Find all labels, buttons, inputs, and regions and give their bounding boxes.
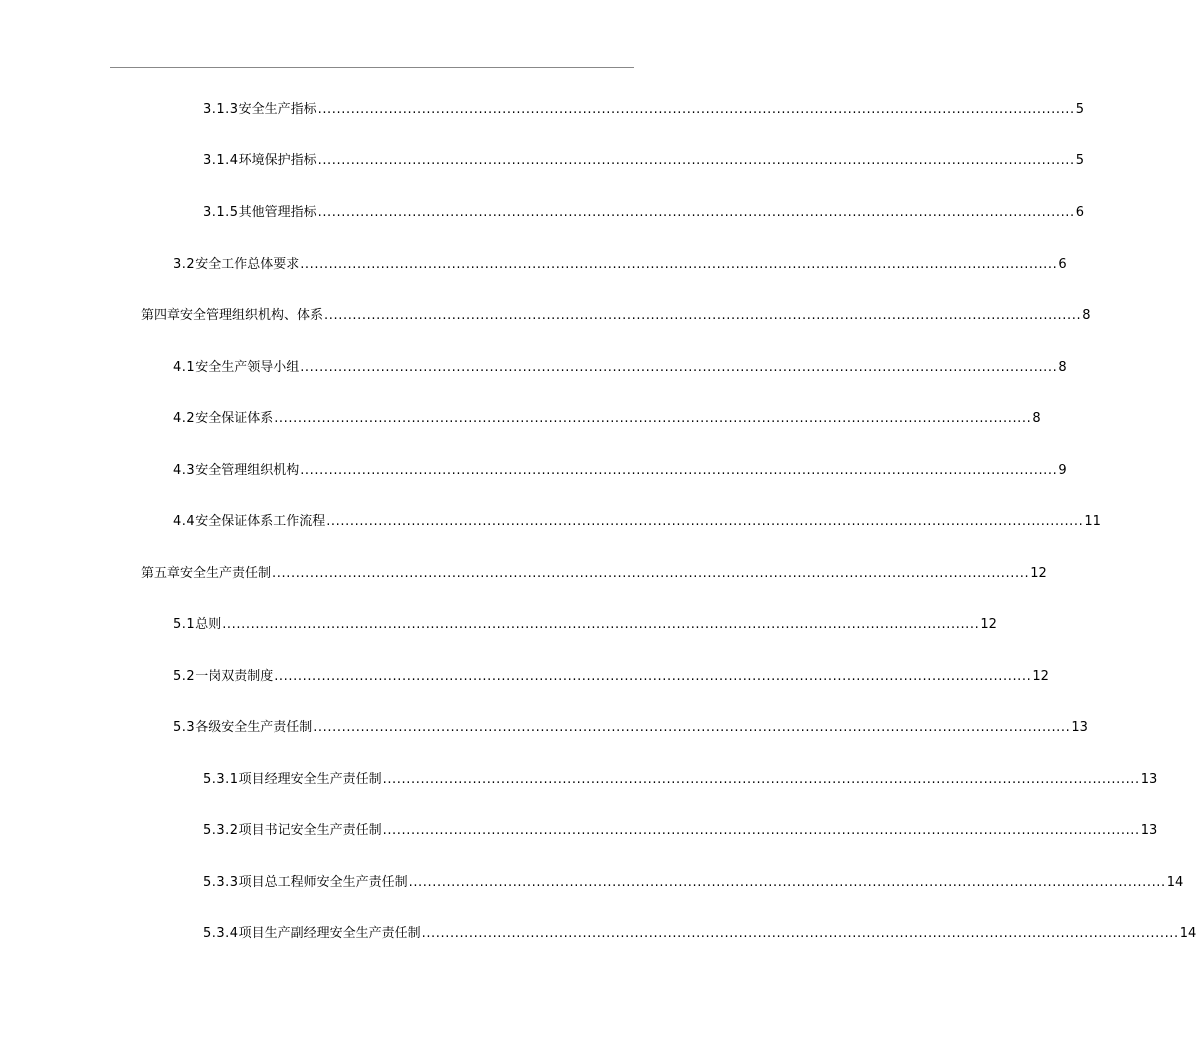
toc-entry[interactable]: [173, 358, 1067, 378]
toc-title: 安全生产领导小组: [195, 360, 300, 375]
toc-number: 5.2: [173, 669, 196, 684]
dot-leader: ................................................................................................................................................................: [408, 875, 1166, 890]
toc-page-number: 6: [1058, 257, 1067, 272]
toc-page-number: 8: [1082, 308, 1091, 323]
toc-entry[interactable]: [173, 667, 1049, 687]
toc-entry[interactable]: [203, 873, 1184, 893]
toc-entry[interactable]: [173, 615, 997, 635]
toc-entry[interactable]: [203, 151, 1085, 171]
toc-page-number: 14: [1166, 875, 1184, 890]
dot-leader: ................................................................................................................................................................: [382, 823, 1140, 838]
toc-title: 各级安全生产责任制: [195, 720, 313, 735]
toc-entry[interactable]: [203, 924, 1196, 944]
toc-title: 安全保证体系: [195, 411, 274, 426]
toc-page-number: 5: [1075, 102, 1085, 117]
toc-page-number: 13: [1140, 823, 1158, 838]
toc-entry[interactable]: [173, 718, 1088, 738]
toc-number: 4.3: [173, 463, 196, 478]
toc-entry[interactable]: [173, 461, 1067, 481]
toc-entry[interactable]: [203, 100, 1085, 120]
toc-number: 4.4: [173, 514, 196, 529]
toc-page-number: 8: [1032, 411, 1041, 426]
toc-title: 一岗双责制度: [195, 669, 274, 684]
toc-title: 安全生产责任制: [180, 566, 272, 581]
toc-title: 项目经理安全生产责任制: [238, 772, 382, 787]
toc-title: 其他管理指标: [238, 205, 317, 220]
toc-entry[interactable]: [141, 306, 1091, 326]
toc-number: 第四章: [141, 308, 181, 323]
toc-page-number: 5: [1075, 153, 1085, 168]
dot-leader: ................................................................................................................................................................: [274, 411, 1032, 426]
toc-page-number: 12: [1032, 669, 1049, 684]
dot-leader: ................................................................................................................................................................: [313, 720, 1071, 735]
toc-entry[interactable]: [141, 564, 1047, 584]
toc-entry[interactable]: [203, 770, 1158, 790]
toc-number: 5.3: [173, 720, 196, 735]
toc-entry[interactable]: [173, 255, 1067, 275]
dot-leader: ................................................................................................................................................................: [300, 257, 1058, 272]
toc-entry[interactable]: [173, 409, 1041, 429]
toc-title: 项目总工程师安全生产责任制: [238, 875, 408, 890]
toc-title: 安全生产指标: [238, 102, 317, 117]
toc-entry[interactable]: [203, 821, 1158, 841]
toc-entry[interactable]: [173, 512, 1101, 532]
toc-page-number: 14: [1179, 926, 1196, 941]
dot-leader: ................................................................................................................................................................: [421, 926, 1179, 941]
toc-title: 总则: [195, 617, 222, 632]
toc-page-number: 6: [1075, 205, 1085, 220]
toc-number: 3.1.5: [203, 205, 239, 220]
toc-number: 4.1: [173, 360, 196, 375]
toc-title: 项目生产副经理安全生产责任制: [238, 926, 421, 941]
toc-number: 4.2: [173, 411, 196, 426]
dot-leader: ................................................................................................................................................................: [274, 669, 1032, 684]
toc-number: 5.3.2: [203, 823, 239, 838]
toc-title: 安全管理组织机构、体系: [180, 308, 324, 323]
dot-leader: ................................................................................................................................................................: [300, 463, 1058, 478]
dot-leader: ................................................................................................................................................................: [317, 153, 1075, 168]
dot-leader: ................................................................................................................................................................: [317, 102, 1075, 117]
dot-leader: ................................................................................................................................................................: [272, 566, 1030, 581]
toc-page-number: 12: [980, 617, 997, 632]
toc-title: 安全工作总体要求: [195, 257, 300, 272]
toc-number: 3.1.3: [203, 102, 239, 117]
toc-title: 环境保护指标: [238, 153, 317, 168]
dot-leader: ................................................................................................................................................................: [324, 308, 1082, 323]
toc-entry[interactable]: [203, 203, 1085, 223]
dot-leader: ................................................................................................................................................................: [382, 772, 1140, 787]
toc-number: 5.3.3: [203, 875, 239, 890]
toc-number: 第五章: [141, 566, 181, 581]
toc-page-number: 11: [1084, 514, 1101, 529]
dot-leader: ................................................................................................................................................................: [300, 360, 1058, 375]
toc-title: 安全管理组织机构: [195, 463, 300, 478]
dot-leader: ................................................................................................................................................................: [317, 205, 1075, 220]
toc-number: 5.3.4: [203, 926, 239, 941]
toc-title: 安全保证体系工作流程: [195, 514, 326, 529]
toc-page-number: 13: [1071, 720, 1088, 735]
dot-leader: ................................................................................................................................................................: [326, 514, 1084, 529]
toc-number: 5.1: [173, 617, 196, 632]
toc-number: 3.1.4: [203, 153, 239, 168]
toc-page-number: 12: [1030, 566, 1047, 581]
toc-number: 5.3.1: [203, 772, 239, 787]
toc-number: 3.2: [173, 257, 196, 272]
dot-leader: ................................................................................................................................................................: [222, 617, 980, 632]
toc-page-number: 9: [1058, 463, 1067, 478]
toc-title: 项目书记安全生产责任制: [238, 823, 382, 838]
toc-page-number: 8: [1058, 360, 1067, 375]
toc-page-number: 13: [1140, 772, 1158, 787]
